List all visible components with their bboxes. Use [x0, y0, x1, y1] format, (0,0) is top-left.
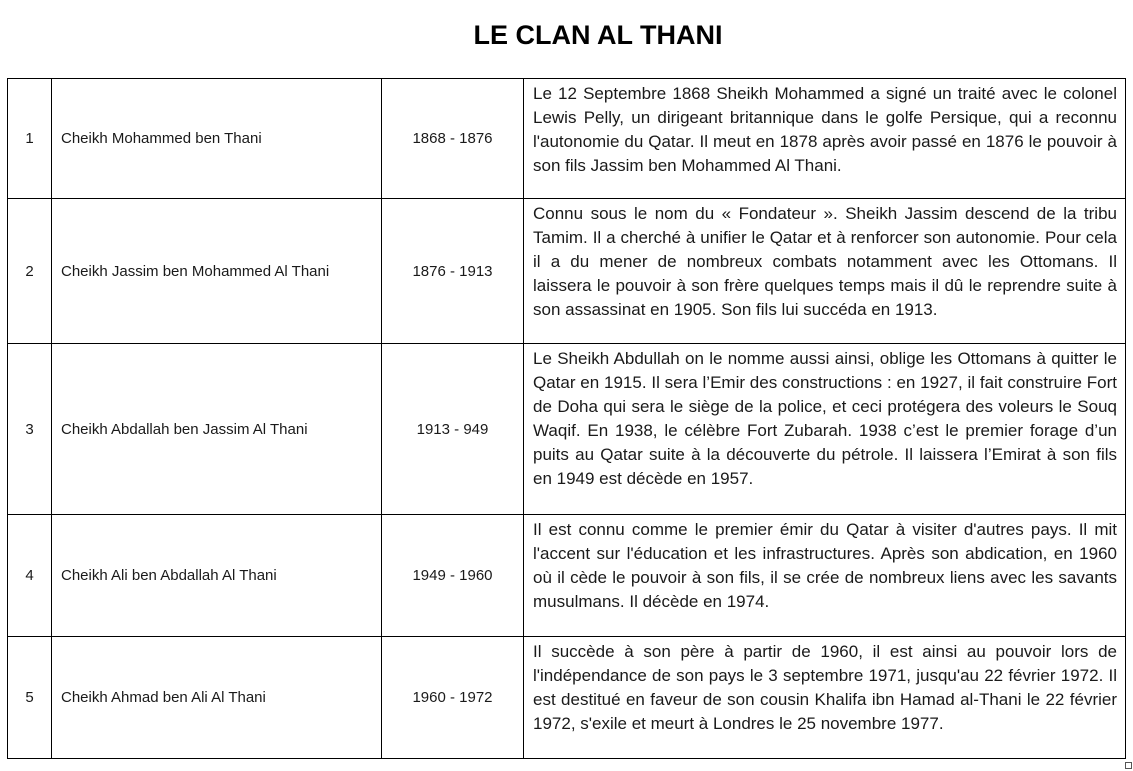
table-row [8, 637, 1126, 759]
table-row [8, 199, 1126, 344]
row-number: 3 [8, 344, 52, 515]
table-row [8, 79, 1126, 199]
table-row [8, 515, 1126, 637]
row-number: 2 [8, 199, 52, 344]
ruler-description: Le 12 Septembre 1868 Sheikh Mohammed a signé un traité avec le colonel Lewis Pelly, un dirigeant britannique dans le golfe Persique, qui a reconnu l'autonomie du Qatar. Il meut en 1878 après avoir passé en 1876 le pouvoir à son fils Jassim ben Mohammed Al Thani. [524, 79, 1126, 199]
reign-dates: 1960 - 1972 [382, 637, 524, 759]
row-number: 1 [8, 79, 52, 199]
row-number: 5 [8, 637, 52, 759]
table-row [8, 344, 1126, 515]
reign-dates: 1876 - 1913 [382, 199, 524, 344]
reign-dates: 1913 - 949 [382, 344, 524, 515]
ruler-name: Cheikh Jassim ben Mohammed Al Thani [52, 199, 382, 344]
ruler-name: Cheikh Ali ben Abdallah Al Thani [52, 515, 382, 637]
ruler-description: Connu sous le nom du « Fondateur ». Sheikh Jassim descend de la tribu Tamim. Il a cherché à unifier le Qatar et à renforcer son autonomie. Pour cela il a du mener de nombreux combats notamment avec les Ottomans. Il laissera le pouvoir à son frère quelques temps mais il dû le reprendre suite à son assassinat en 1905. Son fils lui succéda en 1913. [524, 199, 1126, 344]
ruler-description: Le Sheikh Abdullah on le nomme aussi ainsi, oblige les Ottomans à quitter le Qatar en 1915. Il sera l’Emir des constructions : en 1927, il fait construire Fort de Doha qui sera le siège de la police, et ceci protégera des voleurs le Souq Waqif. En 1938, le célèbre Fort Zubarah. 1938 c’est le premier forage d’un puits au Qatar suite à la découverte du pétrole. Il laissera l’Emirat à son fils en 1949 est décède en 1957. [524, 344, 1126, 515]
ruler-name: Cheikh Abdallah ben Jassim Al Thani [52, 344, 382, 515]
ruler-description: Il succède à son père à partir de 1960, il est ainsi au pouvoir lors de l'indépendance de son pays le 3 septembre 1971, jusqu'au 22 février 1972. Il est destitué en faveur de son cousin Khalifa ibn Hamad al-Thani le 22 février 1972, s'exile et meurt à Londres le 25 novembre 1977. [524, 637, 1126, 759]
reign-dates: 1949 - 1960 [382, 515, 524, 637]
rulers-table [7, 78, 1126, 759]
page-title: LE CLAN AL THANI [473, 20, 723, 50]
ruler-name: Cheikh Ahmad ben Ali Al Thani [52, 637, 382, 759]
ruler-description: Il est connu comme le premier émir du Qatar à visiter d'autres pays. Il mit l'accent sur l'éducation et les infrastructures. Après son abdication, en 1960 où il cède le pouvoir à son fils, il se crée de nombreux liens avec les savants musulmans. Il décède en 1974. [524, 515, 1126, 637]
resize-handle-icon [1125, 762, 1132, 769]
ruler-name: Cheikh Mohammed ben Thani [52, 79, 382, 199]
reign-dates: 1868 - 1876 [382, 79, 524, 199]
row-number: 4 [8, 515, 52, 637]
